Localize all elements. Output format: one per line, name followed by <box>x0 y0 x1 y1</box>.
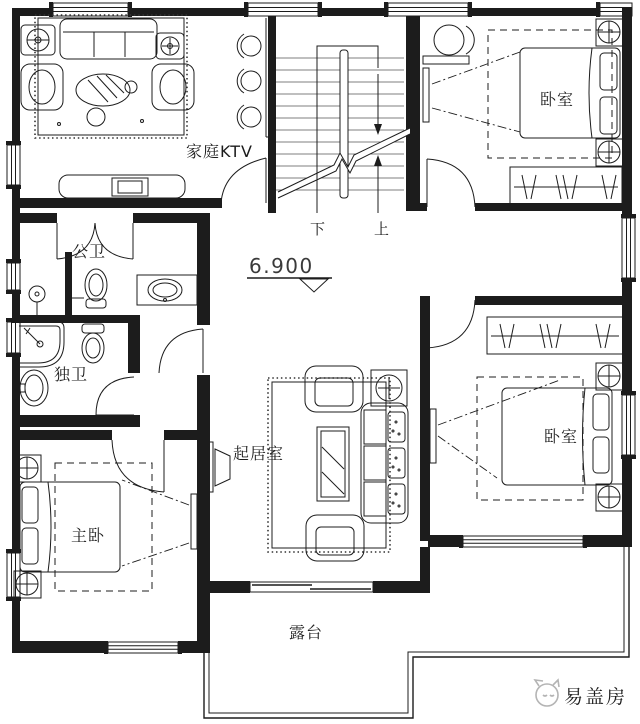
window-bedroom-east <box>621 391 636 459</box>
bar-stools-icon <box>237 34 261 129</box>
stairs-up-label: 上 <box>374 220 390 238</box>
wardrobe-icon <box>510 167 622 206</box>
window-living-south-slider <box>246 581 377 593</box>
nightstand-lamp-icon <box>596 19 623 46</box>
living-room <box>208 366 408 561</box>
nightstand-lamp-icon <box>596 139 623 166</box>
watermark <box>535 680 627 708</box>
tv-icon <box>208 442 230 492</box>
wall-lamp-icon <box>29 286 45 315</box>
sofa-icon <box>361 403 408 523</box>
window-bedroom-north <box>384 2 472 17</box>
stairs-down-label: 下 <box>310 220 326 238</box>
toilet-icon <box>82 324 104 363</box>
bedroom-top-right <box>423 19 623 206</box>
window-stair-north <box>244 2 322 17</box>
side-table-icon <box>87 108 105 126</box>
coffee-table-icon <box>76 74 137 106</box>
brand-name: 易盖房 <box>564 686 628 708</box>
terrace-label: 露台 <box>289 623 324 642</box>
tv-icon <box>430 409 436 463</box>
window-landing-east <box>621 214 636 282</box>
ktv-label: 家庭KTV <box>186 142 253 161</box>
ktv-room <box>21 15 271 198</box>
public-bathroom-label: 公卫 <box>72 242 107 261</box>
bedroom-right-label: 卧室 <box>544 427 579 446</box>
interior-walls <box>12 16 632 653</box>
door-master-bedroom <box>112 440 164 492</box>
nightstand-lamp-icon <box>596 484 623 511</box>
ensuite-bathroom <box>19 322 104 406</box>
toilet-icon <box>85 269 107 308</box>
window-ktv-west <box>6 141 21 189</box>
master-bedroom-label: 主卧 <box>71 526 106 545</box>
plant-table-icon <box>371 370 407 406</box>
window-master-south <box>104 641 182 654</box>
nightstand-lamp-icon <box>14 571 41 598</box>
tv-icon <box>423 68 429 122</box>
sink-icon <box>19 370 48 406</box>
tv-cabinet-icon <box>59 175 185 198</box>
door-bedroom-top-right <box>427 159 475 207</box>
dressing-table-icon <box>423 25 474 64</box>
speaker-icon <box>21 25 55 55</box>
door-ensuite <box>96 377 134 415</box>
window-ensuite-west <box>6 318 21 357</box>
armchair-icon <box>21 64 63 110</box>
shower-icon <box>19 322 64 367</box>
wardrobe-icon <box>487 317 623 354</box>
staircase <box>276 46 410 238</box>
door-bath-corridor <box>159 329 203 373</box>
living-room-label: 起居室 <box>233 444 285 463</box>
master-bedroom <box>14 455 197 598</box>
door-bedroom-right <box>427 300 475 348</box>
exterior-walls <box>12 8 632 653</box>
coffee-table-icon <box>317 427 349 501</box>
window-publicbath-west <box>6 259 21 294</box>
nightstand-lamp-icon <box>596 363 623 390</box>
public-bathroom <box>29 242 197 315</box>
elevation-marker <box>247 254 332 292</box>
bedroom-right <box>430 317 623 511</box>
elevation-value: 6.900 <box>249 254 314 278</box>
speaker-icon <box>156 33 184 59</box>
sink-icon <box>137 275 197 305</box>
door-ktv <box>221 158 266 203</box>
sofa-icon <box>60 19 157 59</box>
ensuite-bathroom-label: 独卫 <box>54 365 89 384</box>
armchair-icon <box>306 515 364 561</box>
bedroom-top-right-label: 卧室 <box>540 90 575 109</box>
armchair-icon <box>305 366 363 412</box>
brand-logo-icon <box>535 680 559 706</box>
tv-icon <box>191 494 197 549</box>
window-bedroom-south <box>459 535 587 548</box>
